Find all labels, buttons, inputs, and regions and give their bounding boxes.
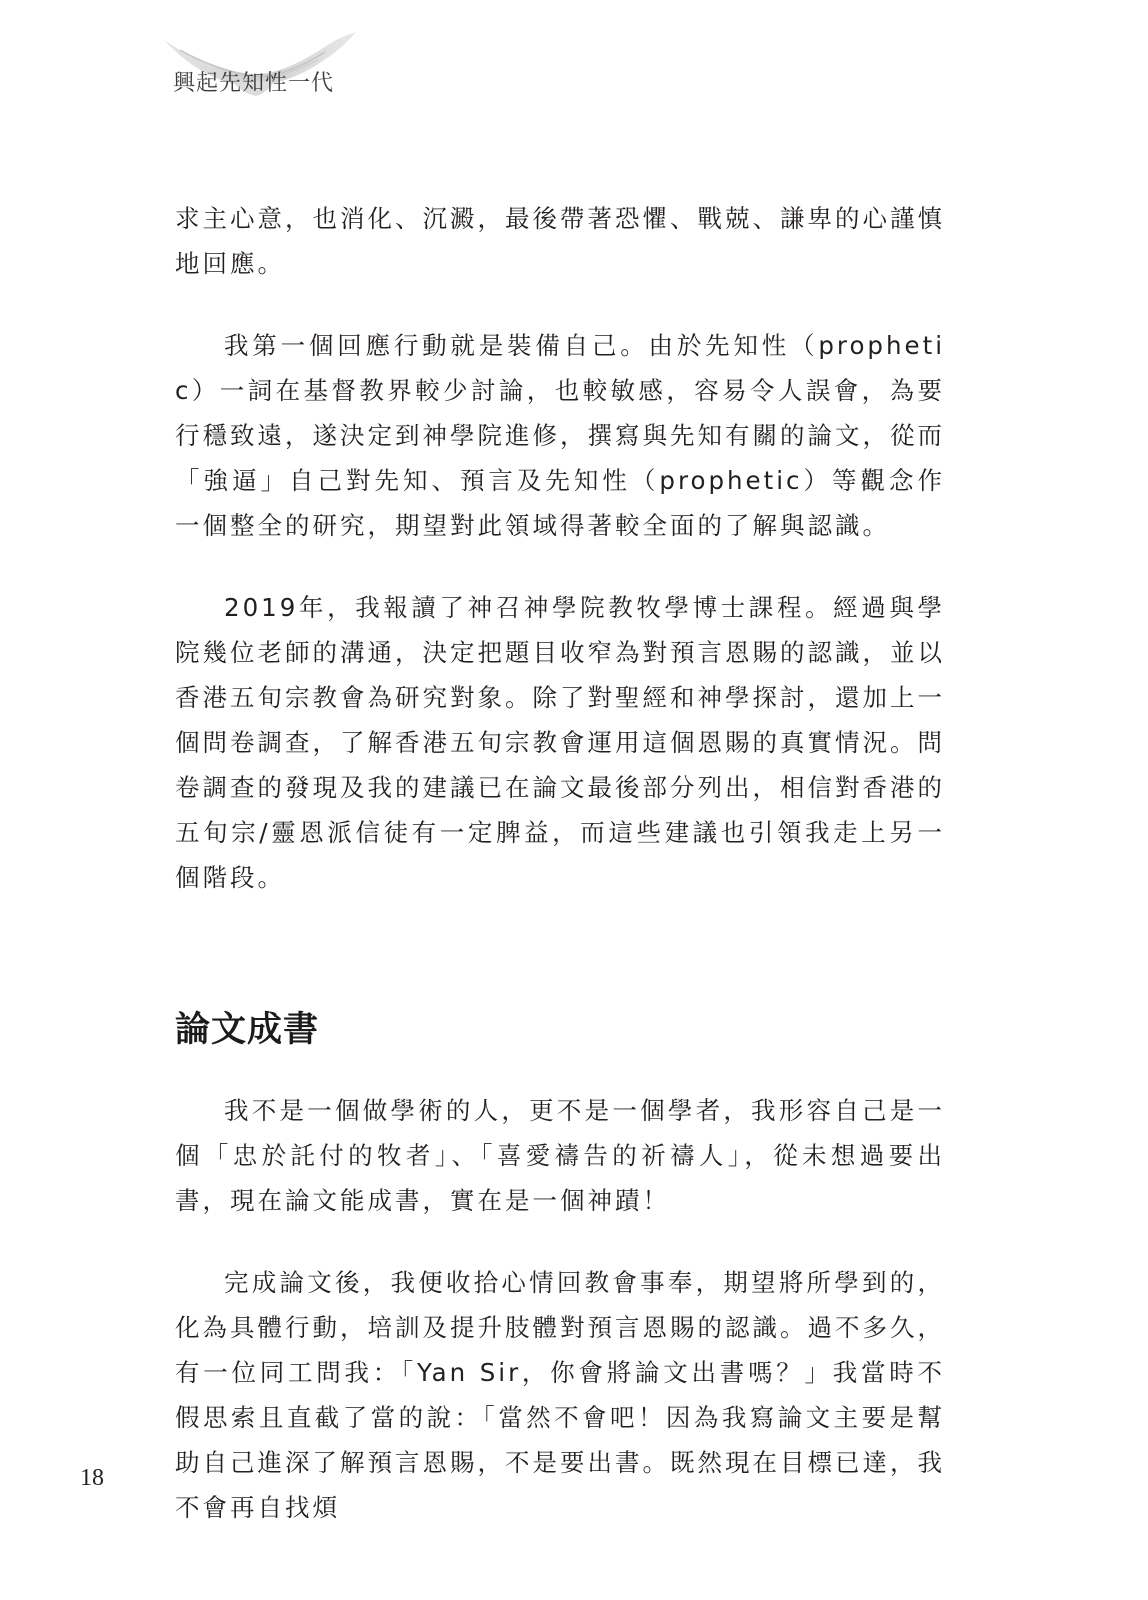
page-number: 18 [80, 1465, 104, 1491]
page-body [175, 196, 945, 1530]
running-header [160, 30, 360, 110]
body-paragraph: 完成論文後，我便收拾心情回教會事奉，期望將所學到的，化為具體行動，培訓及提升肢體對預言恩賜的認識。過不多久，有一位同工問我：「Yan Sir，你會將論文出書嗎？」我當時不假思索且直截了當的說：「當然不會吧！因為我寫論文主要是幫助自己進深了解預言恩賜，不是要出書。既然現在目標已達，我不會再自找煩 [175, 1268, 945, 1522]
body-paragraph: 求主心意，也消化、沉澱，最後帶著恐懼、戰兢、謙卑的心謹慎地回應。 [175, 204, 945, 278]
body-paragraph: 2019年，我報讀了神召神學院教牧學博士課程。經過與學院幾位老師的溝通，決定把題目收窄為對預言恩賜的認識，並以香港五旬宗教會為研究對象。除了對聖經和神學探討，還加上一個問卷調查，了解香港五旬宗教會運用這個恩賜的真實情況。問卷調查的發現及我的建議已在論文最後部分列出，相信對香港的五旬宗/靈恩派信徒有一定脾益，而這些建議也引領我走上另一個階段。 [175, 593, 945, 892]
running-title: 興起先知性一代 [173, 71, 335, 96]
body-paragraph: 我第一個回應行動就是裝備自己。由於先知性（prophetic）一詞在基督教界較少討論，也較敏感，容易令人誤會，為要行穩致遠，遂決定到神學院進修，撰寫與先知有關的論文，從而「強逼」自己對先知、預言及先知性（prophetic）等觀念作一個整全的研究，期望對此領域得著較全面的了解與認識。 [175, 331, 945, 540]
body-paragraph: 我不是一個做學術的人，更不是一個學者，我形容自己是一個「忠於託付的牧者」、「喜愛禱告的祈禱人」，從未想過要出書，現在論文能成書，實在是一個神蹟！ [175, 1096, 945, 1215]
section-heading: 論文成書 [175, 1010, 320, 1050]
